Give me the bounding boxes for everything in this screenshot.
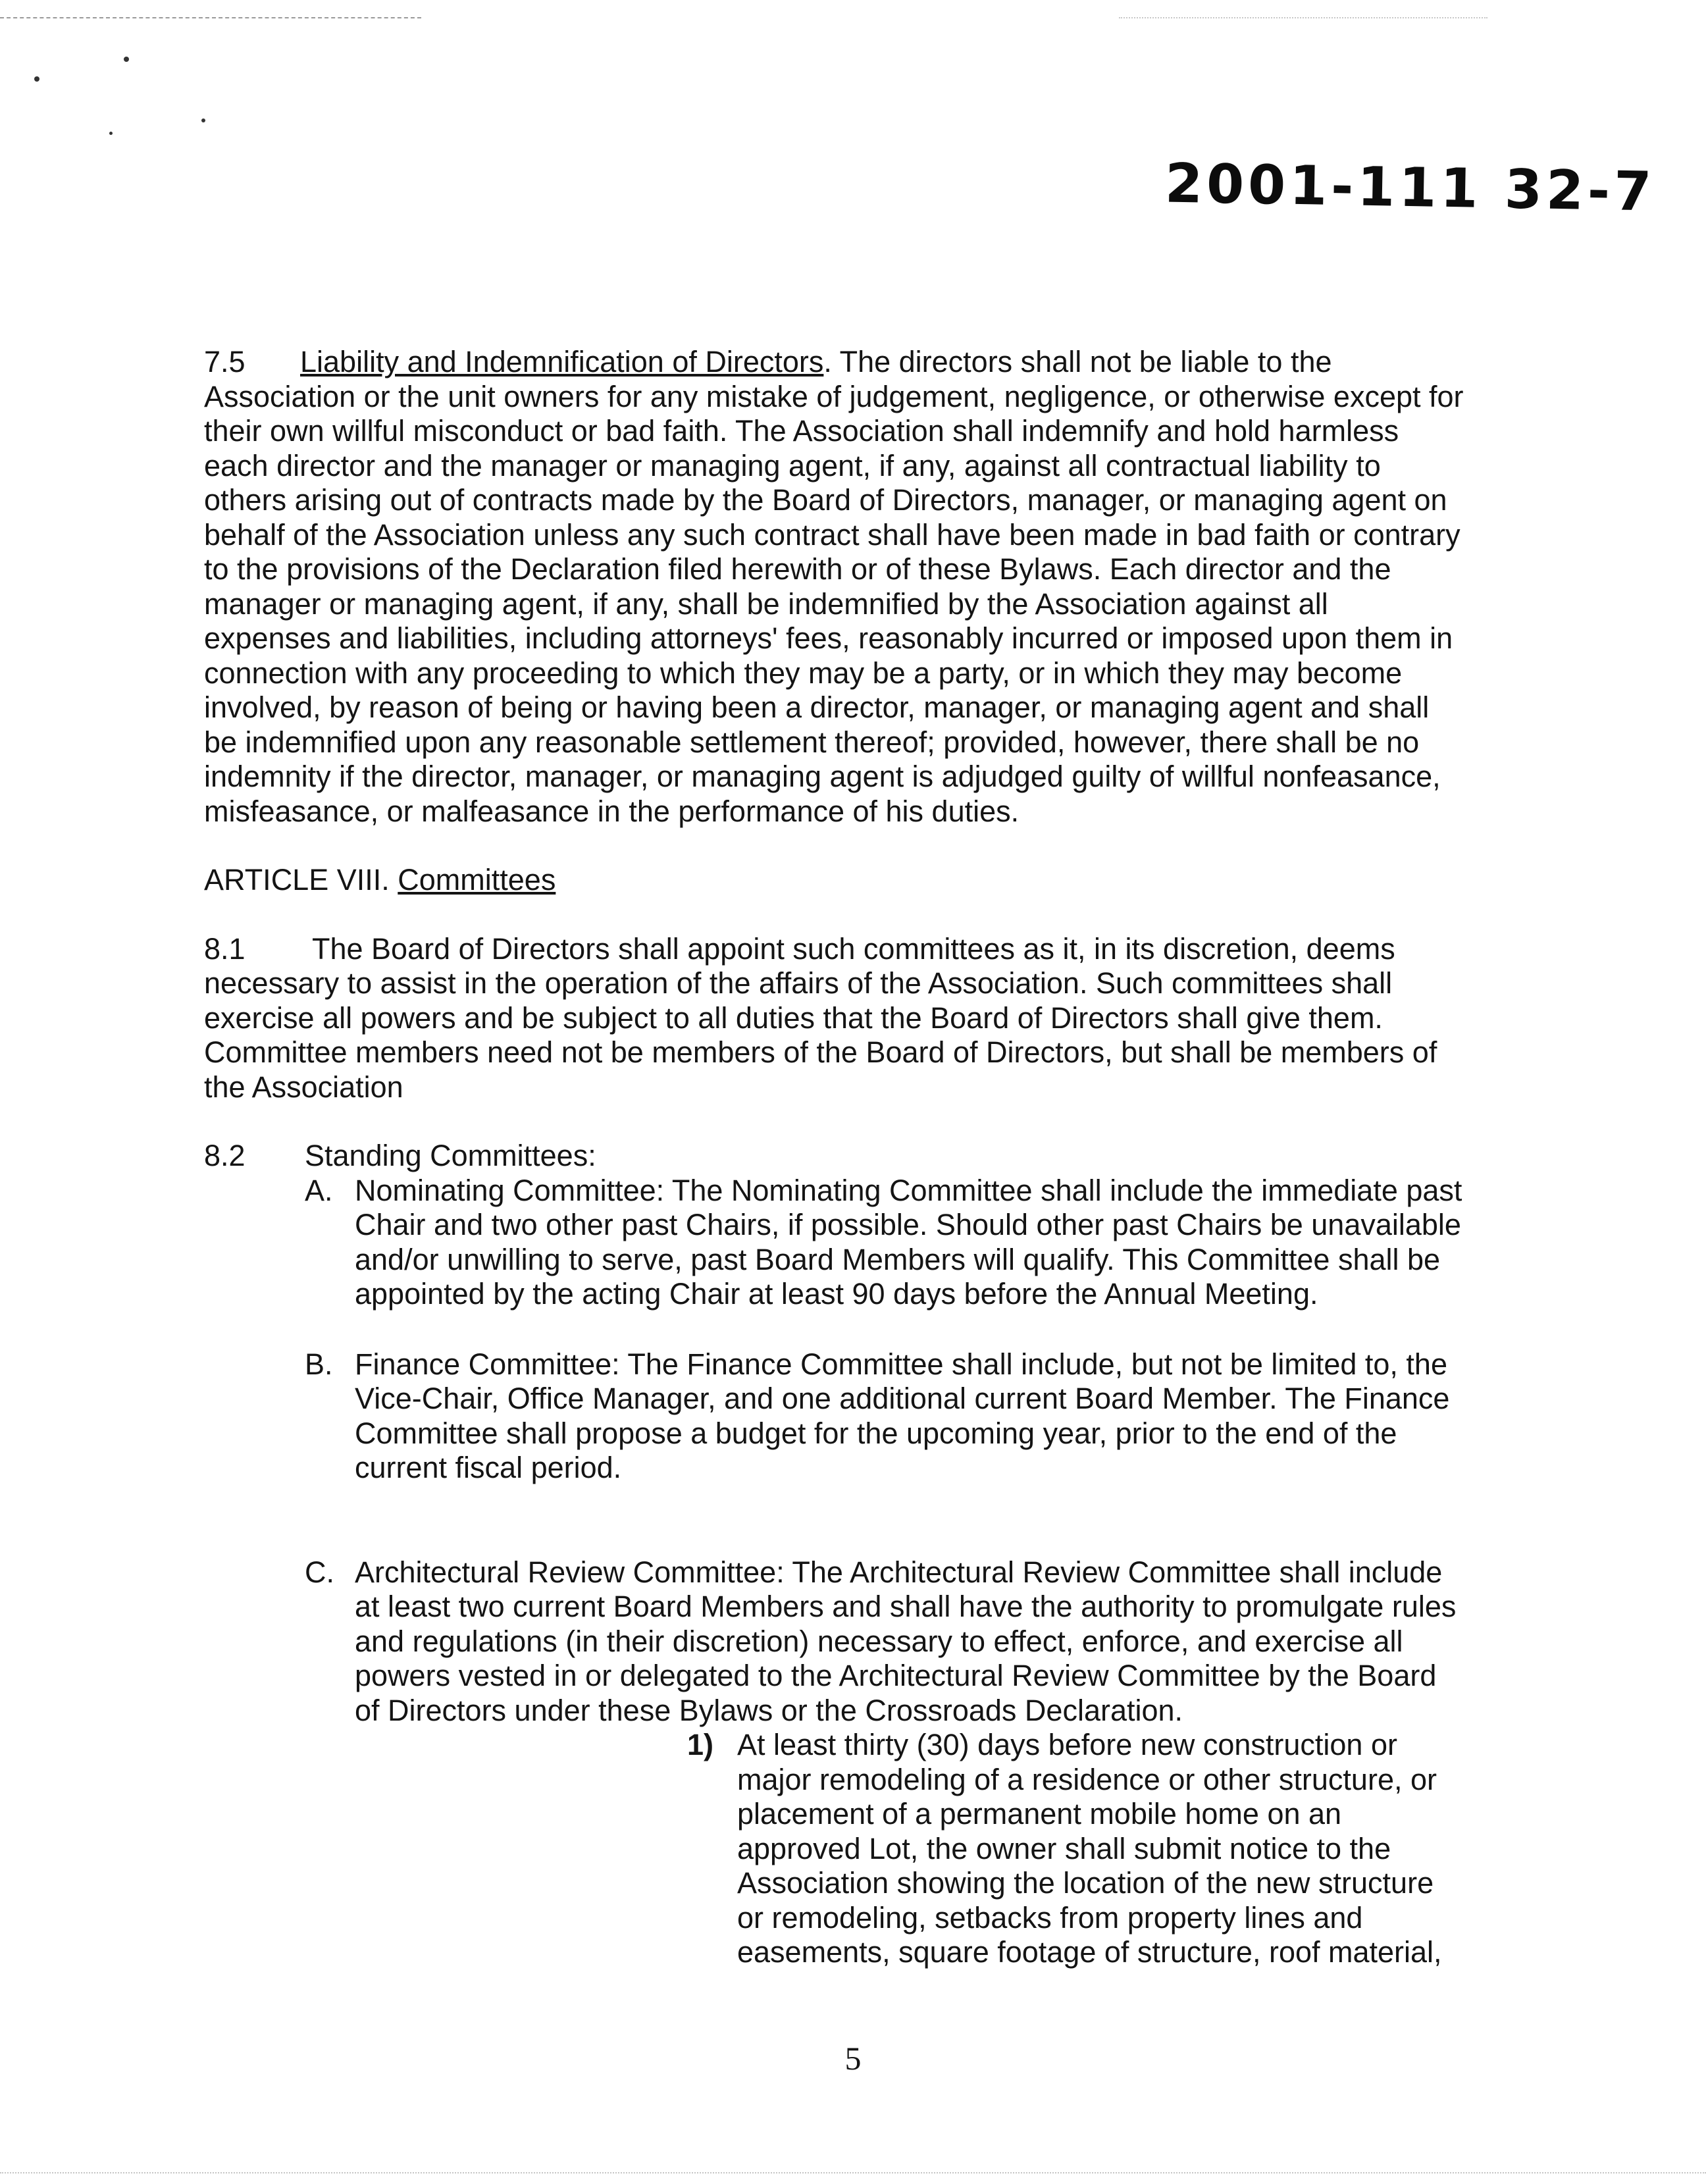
page-number: 5 [844,2040,862,2077]
text-line: placement of a permanent mobile home on an [737,1797,1342,1831]
text-line: indemnity if the director, manager, or managing agent is adjudged guilty of willful nonfeasance, [204,760,1441,793]
scan-artifact-top-line-right [1119,17,1487,18]
section-7-5 [204,345,1487,829]
text-line: Chair and two other past Chairs, if possible. Should other past Chairs be unavailable [355,1208,1461,1241]
text-line: or remodeling, setbacks from property lines and [737,1900,1363,1935]
text-line: behalf of the Association unless any such contract shall have been made in bad faith or contrary [204,517,1460,552]
text-line: At least thirty (30) days before new construction or [737,1728,1397,1761]
text-line: misfeasance, or malfeasance in the performance of his duties. [204,794,1020,828]
text-line: each director and the manager or managing agent, if any, against all contractual liability to [204,448,1381,482]
text-line: Committee members need not be members of the Board of Directors, but shall be members of [204,1035,1437,1069]
section-7-5-first-line [204,345,1487,380]
text-line: Finance Committee: The Finance Committee shall include, but not be limited to, the [355,1347,1447,1381]
item-letter: C. [305,1555,334,1589]
text-line: exercise all powers and be subject to all duties that the Board of Directors shall give them. [204,1001,1383,1035]
text-line: and/or unwilling to serve, past Board Members will qualify. This Committee shall be [355,1242,1441,1276]
item-text [355,1555,1487,1729]
text-line: of Directors under these Bylaws or the Crossroads Declaration. [355,1693,1183,1727]
text-line: involved, by reason of being or having been a director, manager, or managing agent and shall [204,690,1430,724]
text-line: powers vested in or delegated to the Architectural Review Committee by the Board [355,1659,1437,1692]
text-line: Nominating Committee: The Nominating Committee shall include the immediate past [355,1173,1462,1207]
text-line: Association or the unit owners for any mistake of judgement, negligence, or otherwise except for [204,379,1464,413]
scan-speck [124,57,129,62]
section-number: 8.2 [204,1139,246,1172]
text-line: expenses and liabilities, including attorneys' fees, reasonably incurred or imposed upon them in [204,621,1453,655]
text-line: Committee shall propose a budget for the upcoming year, prior to the end of the [355,1416,1397,1450]
text-line: others arising out of contracts made by the Board of Directors, manager, or managing agent on [204,483,1447,517]
scan-speck [109,132,113,135]
text-line: and regulations (in their discretion) necessary to effect, enforce, and exercise all [355,1624,1403,1658]
section-8-1-first-line [204,932,1487,967]
document-body [204,345,1487,1970]
article-label: ARTICLE VIII. [204,863,390,897]
text-line: necessary to assist in the operation of the affairs of the Association. Such committees shall [204,966,1393,1000]
scan-artifact-top-line [0,17,421,18]
committee-item-a [305,1174,1487,1312]
text-line: Architectural Review Committee: The Architectural Review Committee shall include [355,1555,1443,1589]
text-line: Association showing the location of the new structure [737,1866,1434,1900]
article-8-heading [204,863,1487,898]
section-8-2 [204,1139,1487,1970]
scan-speck [201,118,205,122]
section-8-1 [204,932,1487,1105]
text-line: approved Lot, the owner shall submit notice to the [737,1831,1391,1865]
text-line: be indemnified upon any reasonable settlement thereof; provided, however, there shall be no [204,725,1420,759]
architectural-sub-item-1 [687,1728,1487,1970]
section-number: 8.1 [204,931,246,966]
committee-item-b [305,1347,1487,1486]
committee-item-c [305,1555,1487,1729]
text-line: current fiscal period. [355,1451,622,1484]
handwritten-document-number-stamp: 2001-111 32-7 [1164,152,1656,224]
item-letter: A. [305,1173,333,1207]
item-text [355,1347,1487,1486]
section-heading: Standing Committees: [305,1139,596,1172]
text-line: their own willful misconduct or bad faith. The Association shall indemnify and hold harmless [204,414,1399,448]
sub-item-text [737,1728,1487,1970]
text-line: connection with any proceeding to which they may be a party, or in which they may become [204,656,1403,690]
article-title: Committees [398,863,556,897]
item-text [355,1174,1487,1312]
text-line: appointed by the acting Chair at least 90 days before the Annual Meeting. [355,1277,1318,1311]
text-line: the Association [204,1070,403,1104]
section-number: 7.5 [204,345,246,378]
text-line: The Board of Directors shall appoint such committees as it, in its discretion, deems [312,931,1395,966]
sub-item-number: 1) [687,1728,714,1761]
section-title: Liability and Indemnification of Directors [300,345,824,378]
section-8-2-heading [204,1139,1487,1174]
text-line: at least two current Board Members and shall have the authority to promulgate rules [355,1590,1457,1623]
text-line: manager or managing agent, if any, shall be indemnified by the Association against all [204,586,1328,621]
scan-artifact-bottom-line [0,2172,1706,2173]
item-letter: B. [305,1347,333,1381]
text-line: Vice-Chair, Office Manager, and one additional current Board Member. The Finance [355,1382,1450,1415]
text-line: to the provisions of the Declaration filed herewith or of these Bylaws. Each director and the [204,552,1391,586]
text-line: easements, square footage of structure, roof material, [737,1935,1442,1969]
text-line: major remodeling of a residence or other structure, or [737,1762,1437,1796]
text-line: . The directors shall not be liable to the [823,345,1332,378]
scan-speck [34,76,39,82]
